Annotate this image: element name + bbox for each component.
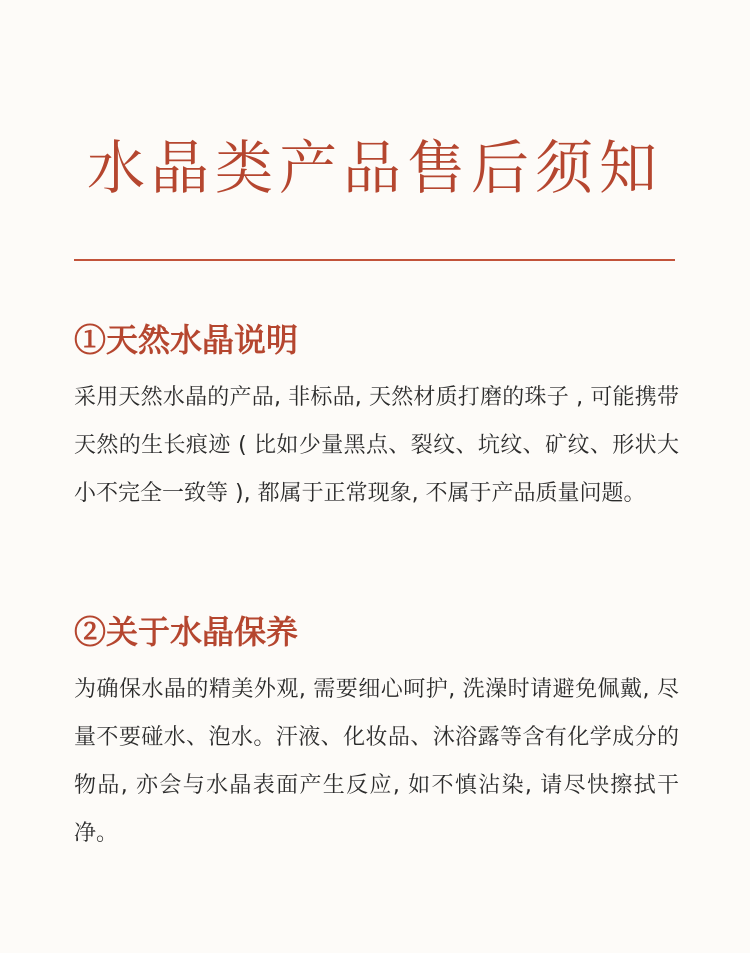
section-body: 为确保水晶的精美外观, 需要细心呵护, 洗澡时请避免佩戴, 尽量不要碰水、泡水。汗液、化妆品、沐浴露等含有化学成分的物品, 亦会与水晶表面产生反应, 如不慎沾染, 请尽快擦拭干净。	[74, 677, 679, 846]
section-heading: ①天然水晶说明	[74, 321, 299, 359]
title-divider	[74, 259, 675, 261]
section-natural-crystal	[74, 318, 679, 518]
section-heading: ②关于水晶保养	[74, 613, 299, 651]
page-title: 水晶类产品售后须知	[86, 134, 663, 202]
section-crystal-care	[74, 610, 679, 858]
section-body: 采用天然水晶的产品, 非标品, 天然材质打磨的珠子 , 可能携带天然的生长痕迹 ( 比如少量黑点、裂纹、坑纹、矿纹、形状大小不完全一致等 ), 都属于正常现象, 不属于产品质量问题。	[74, 385, 679, 506]
